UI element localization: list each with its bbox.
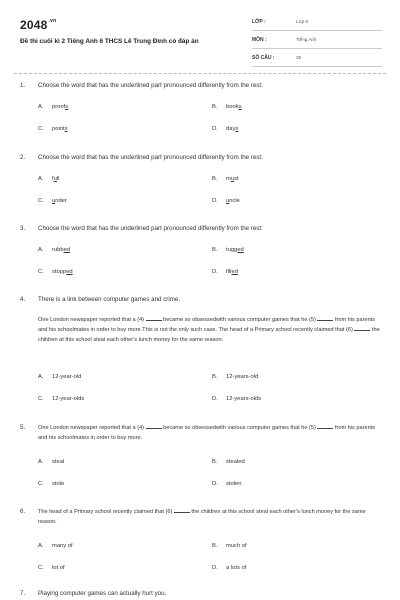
option-label: B.	[212, 374, 218, 380]
option-text: m	[226, 176, 231, 182]
header	[14, 14, 388, 70]
option-underline: ed	[66, 269, 73, 275]
option-underline: s	[235, 126, 239, 132]
option-text: f	[52, 176, 54, 182]
blank-4	[146, 423, 162, 429]
option-d[interactable]	[212, 396, 261, 402]
option-b[interactable]	[212, 176, 239, 182]
option-b[interactable]	[212, 543, 247, 549]
question-prompt: Choose the word that has the underlined part pronounced differently from the rest:	[38, 154, 263, 161]
option-d[interactable]	[212, 565, 246, 571]
blank-5	[317, 423, 333, 429]
logo-suffix: .vn	[48, 18, 57, 24]
question-number: 2.	[20, 154, 26, 161]
blank-6	[174, 507, 190, 513]
passage-text: the children at this school steal each other's lunch money for the same reason.	[38, 509, 366, 525]
option-a[interactable]	[38, 374, 81, 380]
passage-text: One London newspaper reported that a (4)	[38, 425, 145, 431]
passage-text: became so obsessedwith various computer games that he (5)	[161, 425, 316, 431]
option-label: A.	[38, 104, 44, 110]
option-a[interactable]	[38, 543, 73, 549]
passage-text: from his parents and his schoolmates in order to buy more.This is not the only such case. The head of a Primary school recently claimed that (6)	[38, 317, 376, 333]
option-underline: u	[230, 176, 235, 182]
option-label: A.	[38, 374, 44, 380]
option-d[interactable]	[212, 198, 240, 204]
option-text: point	[52, 126, 65, 132]
option-text: steal	[52, 459, 65, 465]
logo-text: 2048	[20, 18, 48, 32]
meta-row-class	[252, 16, 382, 31]
option-label: A.	[38, 176, 44, 182]
option-label: C.	[38, 269, 44, 275]
option-c[interactable]	[38, 396, 84, 402]
option-underline: u	[53, 176, 57, 182]
option-text: ncle	[229, 198, 240, 204]
option-b[interactable]	[212, 374, 258, 380]
meta-row-subject	[252, 34, 382, 49]
option-text: stealed	[226, 459, 245, 465]
option-d[interactable]	[212, 269, 238, 275]
option-text: fill	[226, 269, 232, 275]
blank-4	[146, 315, 162, 321]
option-underline: u	[52, 198, 56, 204]
option-text: stole	[52, 481, 65, 487]
option-label: C.	[38, 481, 44, 487]
option-label: B.	[212, 247, 218, 253]
question-prompt: Choose the word that has the underlined part pronounced differently from the rest:	[38, 225, 263, 232]
option-underline: s	[238, 104, 242, 110]
option-c[interactable]	[38, 481, 64, 487]
option-label: A.	[38, 459, 44, 465]
option-text: stolen	[226, 481, 242, 487]
passage-text: the children at this school steal each other's lunch money for the same reason.	[38, 327, 380, 343]
option-underline: u	[226, 198, 230, 204]
option-underline: ed	[63, 247, 71, 253]
option-text: proof	[52, 104, 66, 110]
option-text: 12-years-old	[226, 374, 259, 380]
option-c[interactable]	[38, 126, 67, 132]
question-prompt: There is a link between computer games and crime.	[38, 296, 181, 303]
meta-key: LỚP :	[252, 19, 266, 25]
option-label: D.	[212, 126, 218, 132]
option-text: 12-year-old	[52, 374, 82, 380]
header-divider	[14, 73, 386, 74]
option-text: rubb	[52, 247, 64, 253]
option-d[interactable]	[212, 126, 238, 132]
option-label: B.	[212, 543, 218, 549]
option-text: a lots of	[226, 565, 247, 571]
reading-passage	[38, 507, 383, 527]
option-text: lot of	[52, 565, 65, 571]
option-label: B.	[212, 104, 218, 110]
question-prompt: Choose the word that has the underlined part pronounced differently from the rest:	[38, 82, 263, 89]
option-b[interactable]	[212, 247, 244, 253]
question-number: 1.	[20, 82, 26, 89]
meta-value: Tiếng Anh	[296, 37, 317, 42]
option-label: C.	[38, 565, 44, 571]
reading-passage	[38, 423, 383, 443]
meta-key: MÔN :	[252, 37, 267, 43]
option-label: A.	[38, 247, 44, 253]
meta-value: Lớp 6	[296, 19, 308, 24]
option-text: stopp	[52, 269, 67, 275]
meta-key: SỐ CÂU :	[252, 55, 275, 61]
option-label: B.	[212, 176, 218, 182]
question-number: 4.	[20, 296, 26, 303]
question-number: 5.	[20, 424, 26, 431]
question-prompt: Playing computer games can actually hurt you.	[38, 590, 167, 597]
option-underline: ed	[237, 247, 244, 253]
option-label: C.	[38, 396, 44, 402]
option-label: D.	[212, 269, 218, 275]
option-a[interactable]	[38, 104, 68, 110]
question-number: 7.	[20, 590, 26, 597]
passage-text: from his parents and his schoolmates in order to buy more.	[38, 425, 376, 441]
option-c[interactable]	[38, 565, 65, 571]
option-underline: ed	[231, 269, 238, 275]
option-label: D.	[212, 565, 218, 571]
meta-value: 35	[296, 55, 302, 60]
passage-text: became so obsessedwith various computer games that he (5)	[161, 317, 316, 323]
meta-table	[252, 16, 382, 70]
site-logo[interactable]	[20, 18, 56, 32]
option-text: nder	[55, 198, 67, 204]
option-text: 12-year-olds	[52, 396, 85, 402]
option-a[interactable]	[38, 247, 70, 253]
option-a[interactable]	[38, 459, 64, 465]
meta-row-count	[252, 52, 382, 67]
option-label: D.	[212, 396, 218, 402]
option-label: C.	[38, 198, 44, 204]
option-text: st	[234, 176, 239, 182]
option-underline: s	[65, 104, 69, 110]
option-label: C.	[38, 126, 44, 132]
option-label: D.	[212, 481, 218, 487]
passage-text: One London newspaper reported that a (4)	[38, 317, 145, 323]
option-a[interactable]	[38, 176, 59, 182]
question-number: 6.	[20, 508, 26, 515]
option-c[interactable]	[38, 198, 67, 204]
question-number: 3.	[20, 225, 26, 232]
passage-text: The head of a Primary school recently claimed that (6)	[38, 509, 173, 515]
option-b[interactable]	[212, 459, 245, 465]
option-text: 12-years-olds	[226, 396, 262, 402]
option-label: D.	[212, 198, 218, 204]
option-d[interactable]	[212, 481, 241, 487]
option-b[interactable]	[212, 104, 241, 110]
document-title: Đề thi cuối kì 2 Tiếng Anh 6 THCS Lê Trung Đình có đáp án	[20, 38, 199, 45]
blank-6	[354, 325, 370, 331]
option-underline: s	[64, 126, 68, 132]
option-label: A.	[38, 543, 44, 549]
option-text: book	[226, 104, 239, 110]
option-text: many of	[52, 543, 73, 549]
option-text: tugg	[226, 247, 238, 253]
option-c[interactable]	[38, 269, 73, 275]
option-label: B.	[212, 459, 218, 465]
option-text: much of	[226, 543, 247, 549]
blank-5	[317, 315, 333, 321]
option-text: ll	[56, 176, 60, 182]
reading-passage	[38, 315, 383, 345]
option-text: day	[226, 126, 236, 132]
